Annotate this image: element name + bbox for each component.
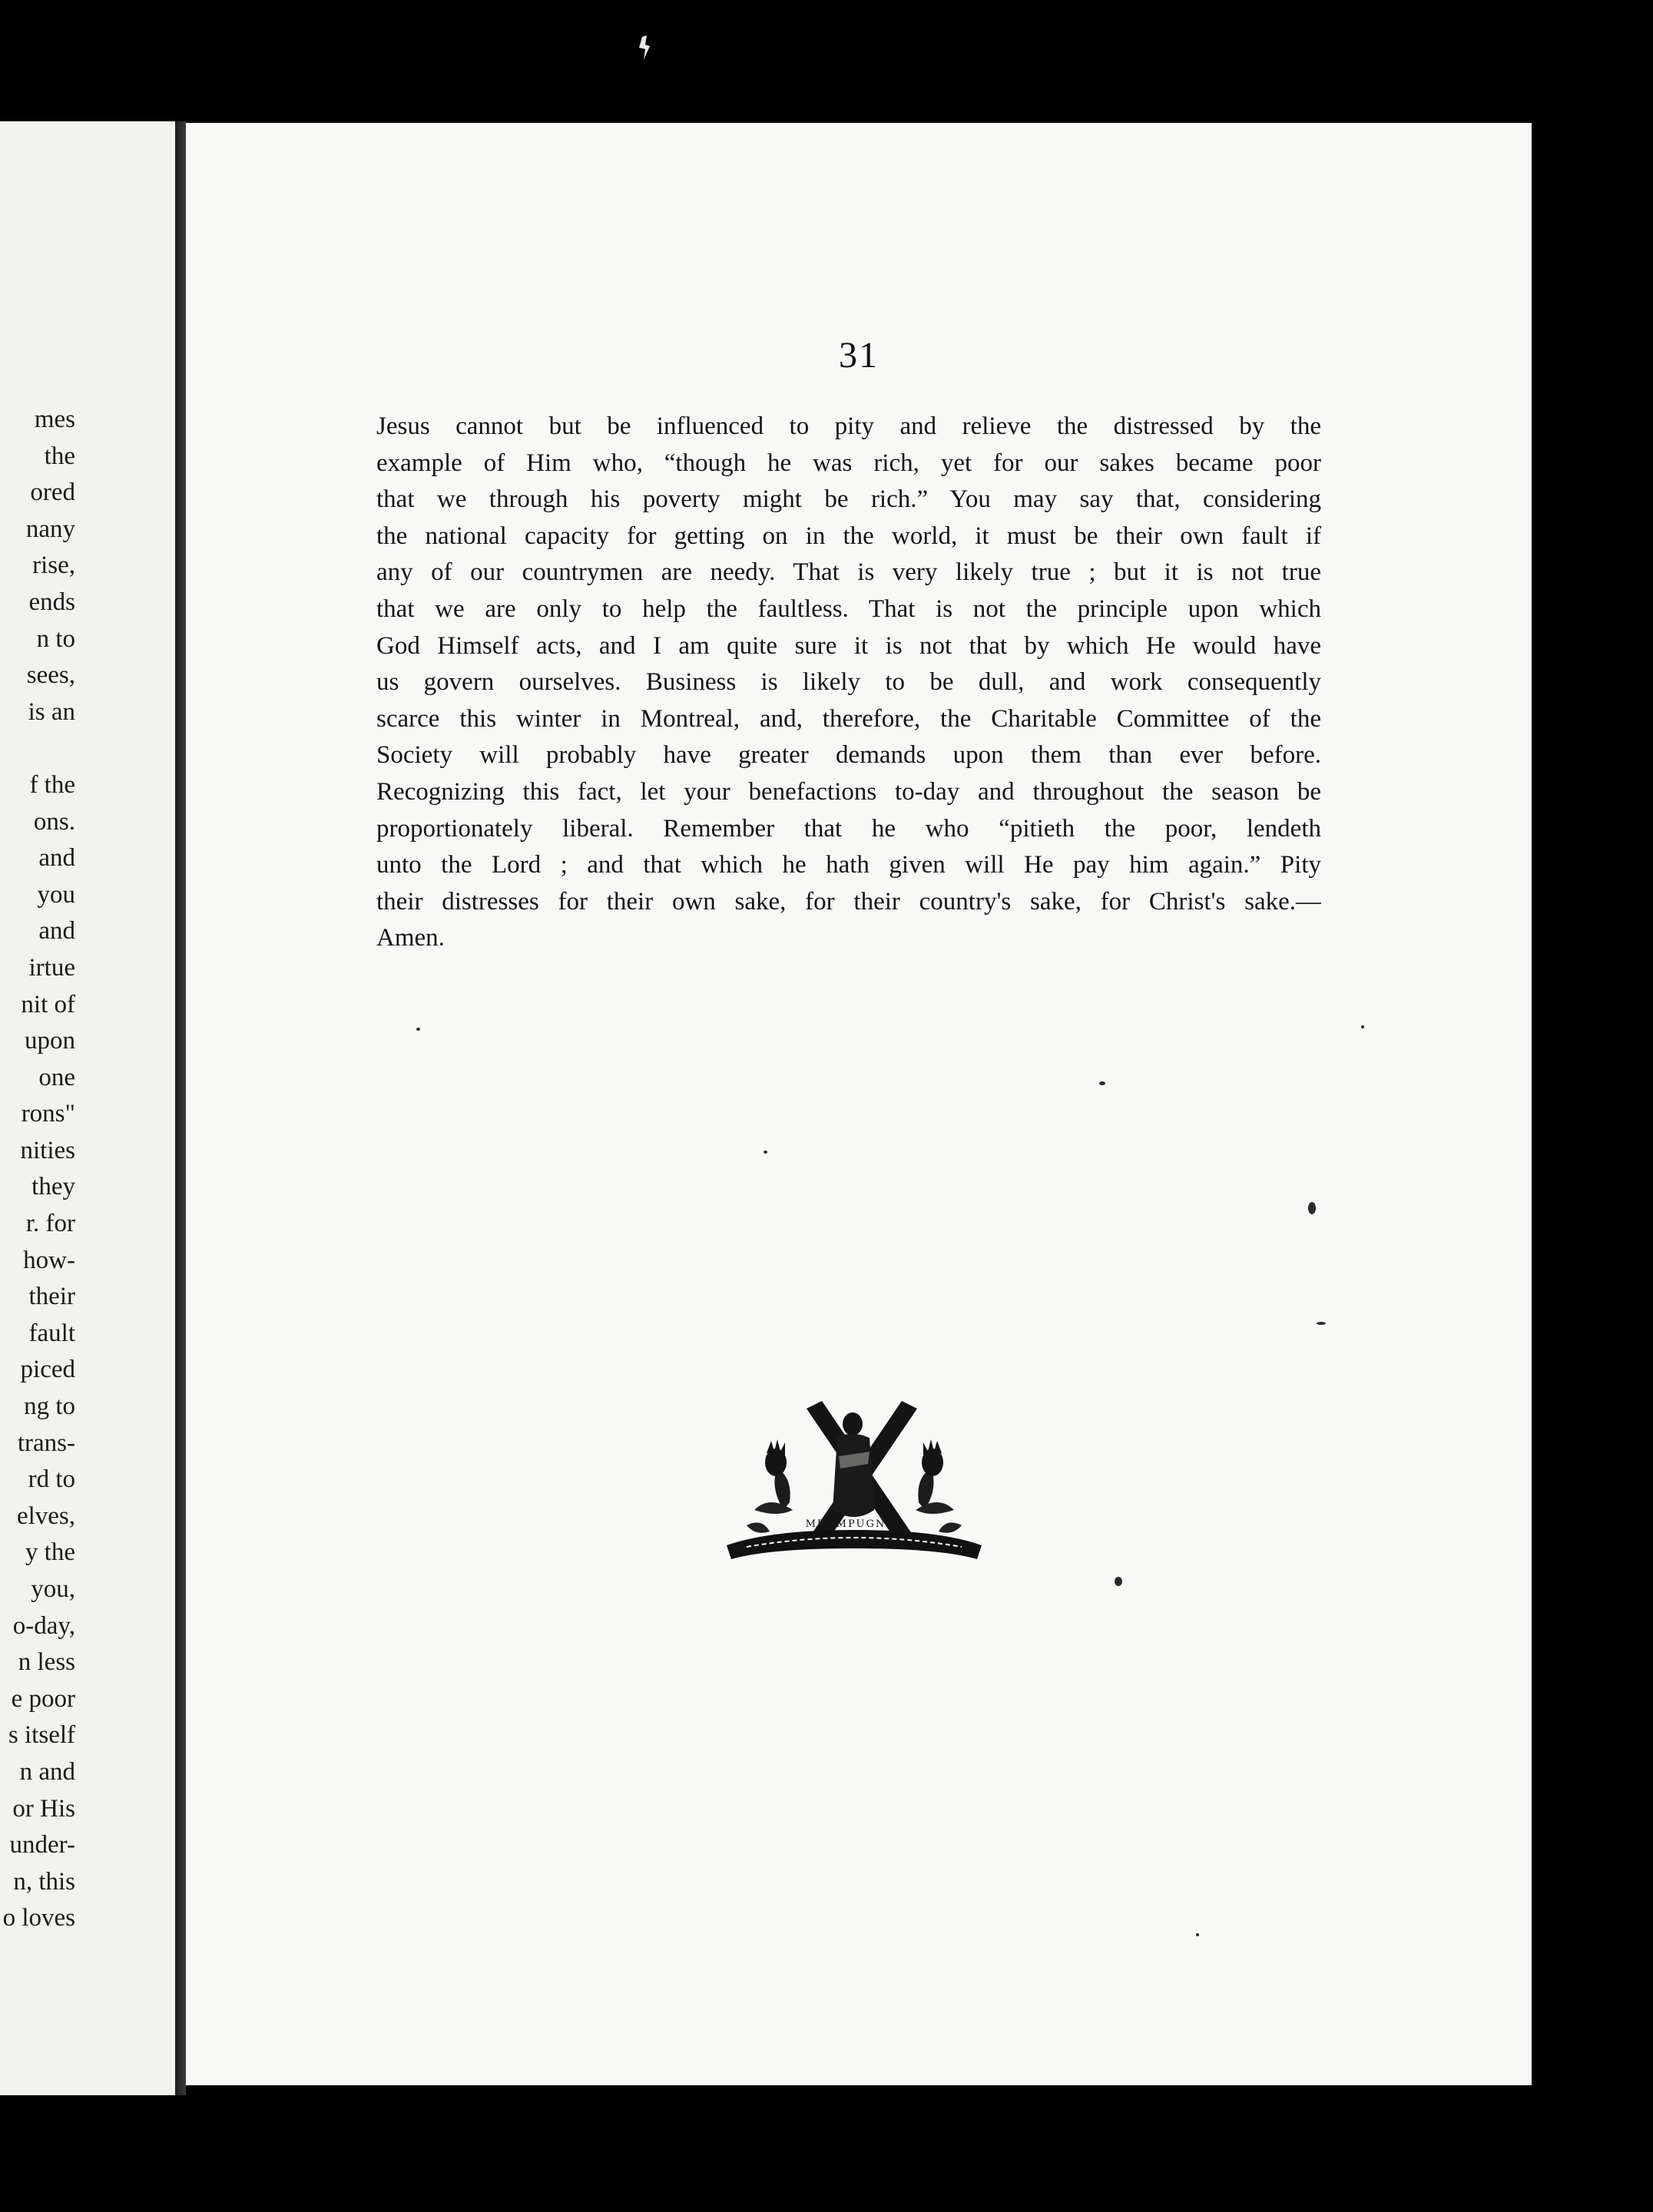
left-page-fragment: the xyxy=(44,442,75,470)
text-line: Jesus cannot but be influenced to pity and relieve the distressed by the xyxy=(376,412,1321,440)
scan-speck xyxy=(1196,1933,1199,1936)
left-page-fragment: nany xyxy=(25,515,75,543)
left-page-fragment: ng to xyxy=(24,1392,75,1421)
emblem-motto-upper: ME IMPUGNET xyxy=(805,1518,903,1530)
left-page-fragment: elves, xyxy=(16,1502,75,1530)
book-gutter xyxy=(175,121,186,2095)
left-page-fragment: y the xyxy=(25,1538,75,1567)
left-page-fragment: trans- xyxy=(17,1429,75,1457)
scan-speck xyxy=(1308,1202,1316,1214)
right-page xyxy=(186,123,1532,2085)
left-page-fragment: one xyxy=(38,1063,75,1091)
left-page-fragment: their xyxy=(28,1283,75,1311)
scan-speck xyxy=(764,1151,767,1154)
left-page-fragment: they xyxy=(31,1173,75,1201)
left-page-fragment: rise, xyxy=(32,551,75,580)
left-page-text-fragments xyxy=(0,402,75,1937)
left-facing-page xyxy=(0,121,175,2095)
left-page-fragment: you, xyxy=(31,1575,75,1603)
left-page-fragment: n and xyxy=(19,1757,75,1786)
text-line: God Himself acts, and I am quite sure it is not that by which He would have xyxy=(376,631,1321,660)
scan-speck xyxy=(1317,1322,1326,1325)
text-line: any of our countrymen are needy. That is very likely true ; but it is not true xyxy=(376,558,1321,587)
left-page-fragment: ons. xyxy=(33,807,75,836)
left-page-fragment: you xyxy=(37,880,75,909)
left-page-fragment: or His xyxy=(12,1794,75,1823)
left-page-fragment: sees, xyxy=(26,661,75,690)
scan-speck xyxy=(416,1028,420,1031)
scan-speck xyxy=(1099,1081,1105,1085)
left-page-fragment: n to xyxy=(36,624,75,653)
scan-artifact-mark xyxy=(636,34,653,61)
left-page-fragment: and xyxy=(38,917,75,945)
page-number: 31 xyxy=(839,335,879,376)
text-line: example of Him who, “though he was rich, yet for our sakes became poor xyxy=(376,449,1321,477)
left-page-fragment: how- xyxy=(23,1246,75,1274)
left-page-fragment: under- xyxy=(9,1831,75,1859)
left-page-fragment: ored xyxy=(30,478,75,507)
text-line: Recognizing this fact, let your benefactions to-day and throughout the season be xyxy=(376,777,1321,806)
st-andrew-cross-thistle-emblem-icon xyxy=(724,1395,985,1571)
left-page-fragment: nit of xyxy=(21,990,75,1018)
text-line: their distresses for their own sake, for their country's sake, for Christ's sake.— xyxy=(376,887,1321,916)
text-line: unto the Lord ; and that which he hath given will He pay him again.” Pity xyxy=(376,851,1321,879)
left-page-fragment: ends xyxy=(28,588,75,616)
left-page-fragment: n, this xyxy=(13,1867,75,1896)
left-page-fragment xyxy=(0,730,75,767)
scan-speck xyxy=(1115,1577,1122,1586)
left-page-fragment: rons" xyxy=(21,1100,75,1128)
text-line: scarce this winter in Montreal, and, therefore, the Charitable Committee of the xyxy=(376,704,1321,733)
text-line: Society will probably have greater demands upon them than ever before. xyxy=(376,741,1321,770)
left-page-fragment: irtue xyxy=(28,953,75,982)
left-page-fragment: is an xyxy=(28,697,75,726)
left-page-fragment: n less xyxy=(18,1648,75,1677)
left-page-fragment: mes xyxy=(34,406,75,433)
left-page-fragment: f the xyxy=(29,770,75,799)
text-line: that we are only to help the faultless. That is not the principle upon which xyxy=(376,594,1321,623)
text-line: the national capacity for getting on in the world, it must be their own fault if xyxy=(376,522,1321,550)
left-page-fragment: piced xyxy=(20,1356,75,1384)
text-line: Amen. xyxy=(376,924,445,952)
left-page-fragment: o-day, xyxy=(12,1611,75,1640)
scan-speck xyxy=(1361,1025,1364,1028)
body-paragraph xyxy=(376,409,1321,957)
text-line: that we through his poverty might be rich.” You may say that, considering xyxy=(376,485,1321,514)
text-line: proportionately liberal. Remember that he who “pitieth the poor, lendeth xyxy=(376,814,1321,843)
left-page-fragment: s itself xyxy=(8,1721,75,1750)
left-page-fragment: r. for xyxy=(25,1210,75,1238)
left-page-fragment: e poor xyxy=(11,1684,75,1713)
left-page-fragment: fault xyxy=(28,1319,75,1347)
left-page-fragment: rd to xyxy=(28,1465,75,1494)
text-line: us govern ourselves. Business is likely to be dull, and work consequently xyxy=(376,668,1321,697)
left-page-fragment: upon xyxy=(25,1027,75,1055)
left-page-fragment: o loves xyxy=(2,1904,75,1932)
left-page-fragment: nities xyxy=(20,1136,75,1164)
left-page-fragment: and xyxy=(38,844,75,873)
